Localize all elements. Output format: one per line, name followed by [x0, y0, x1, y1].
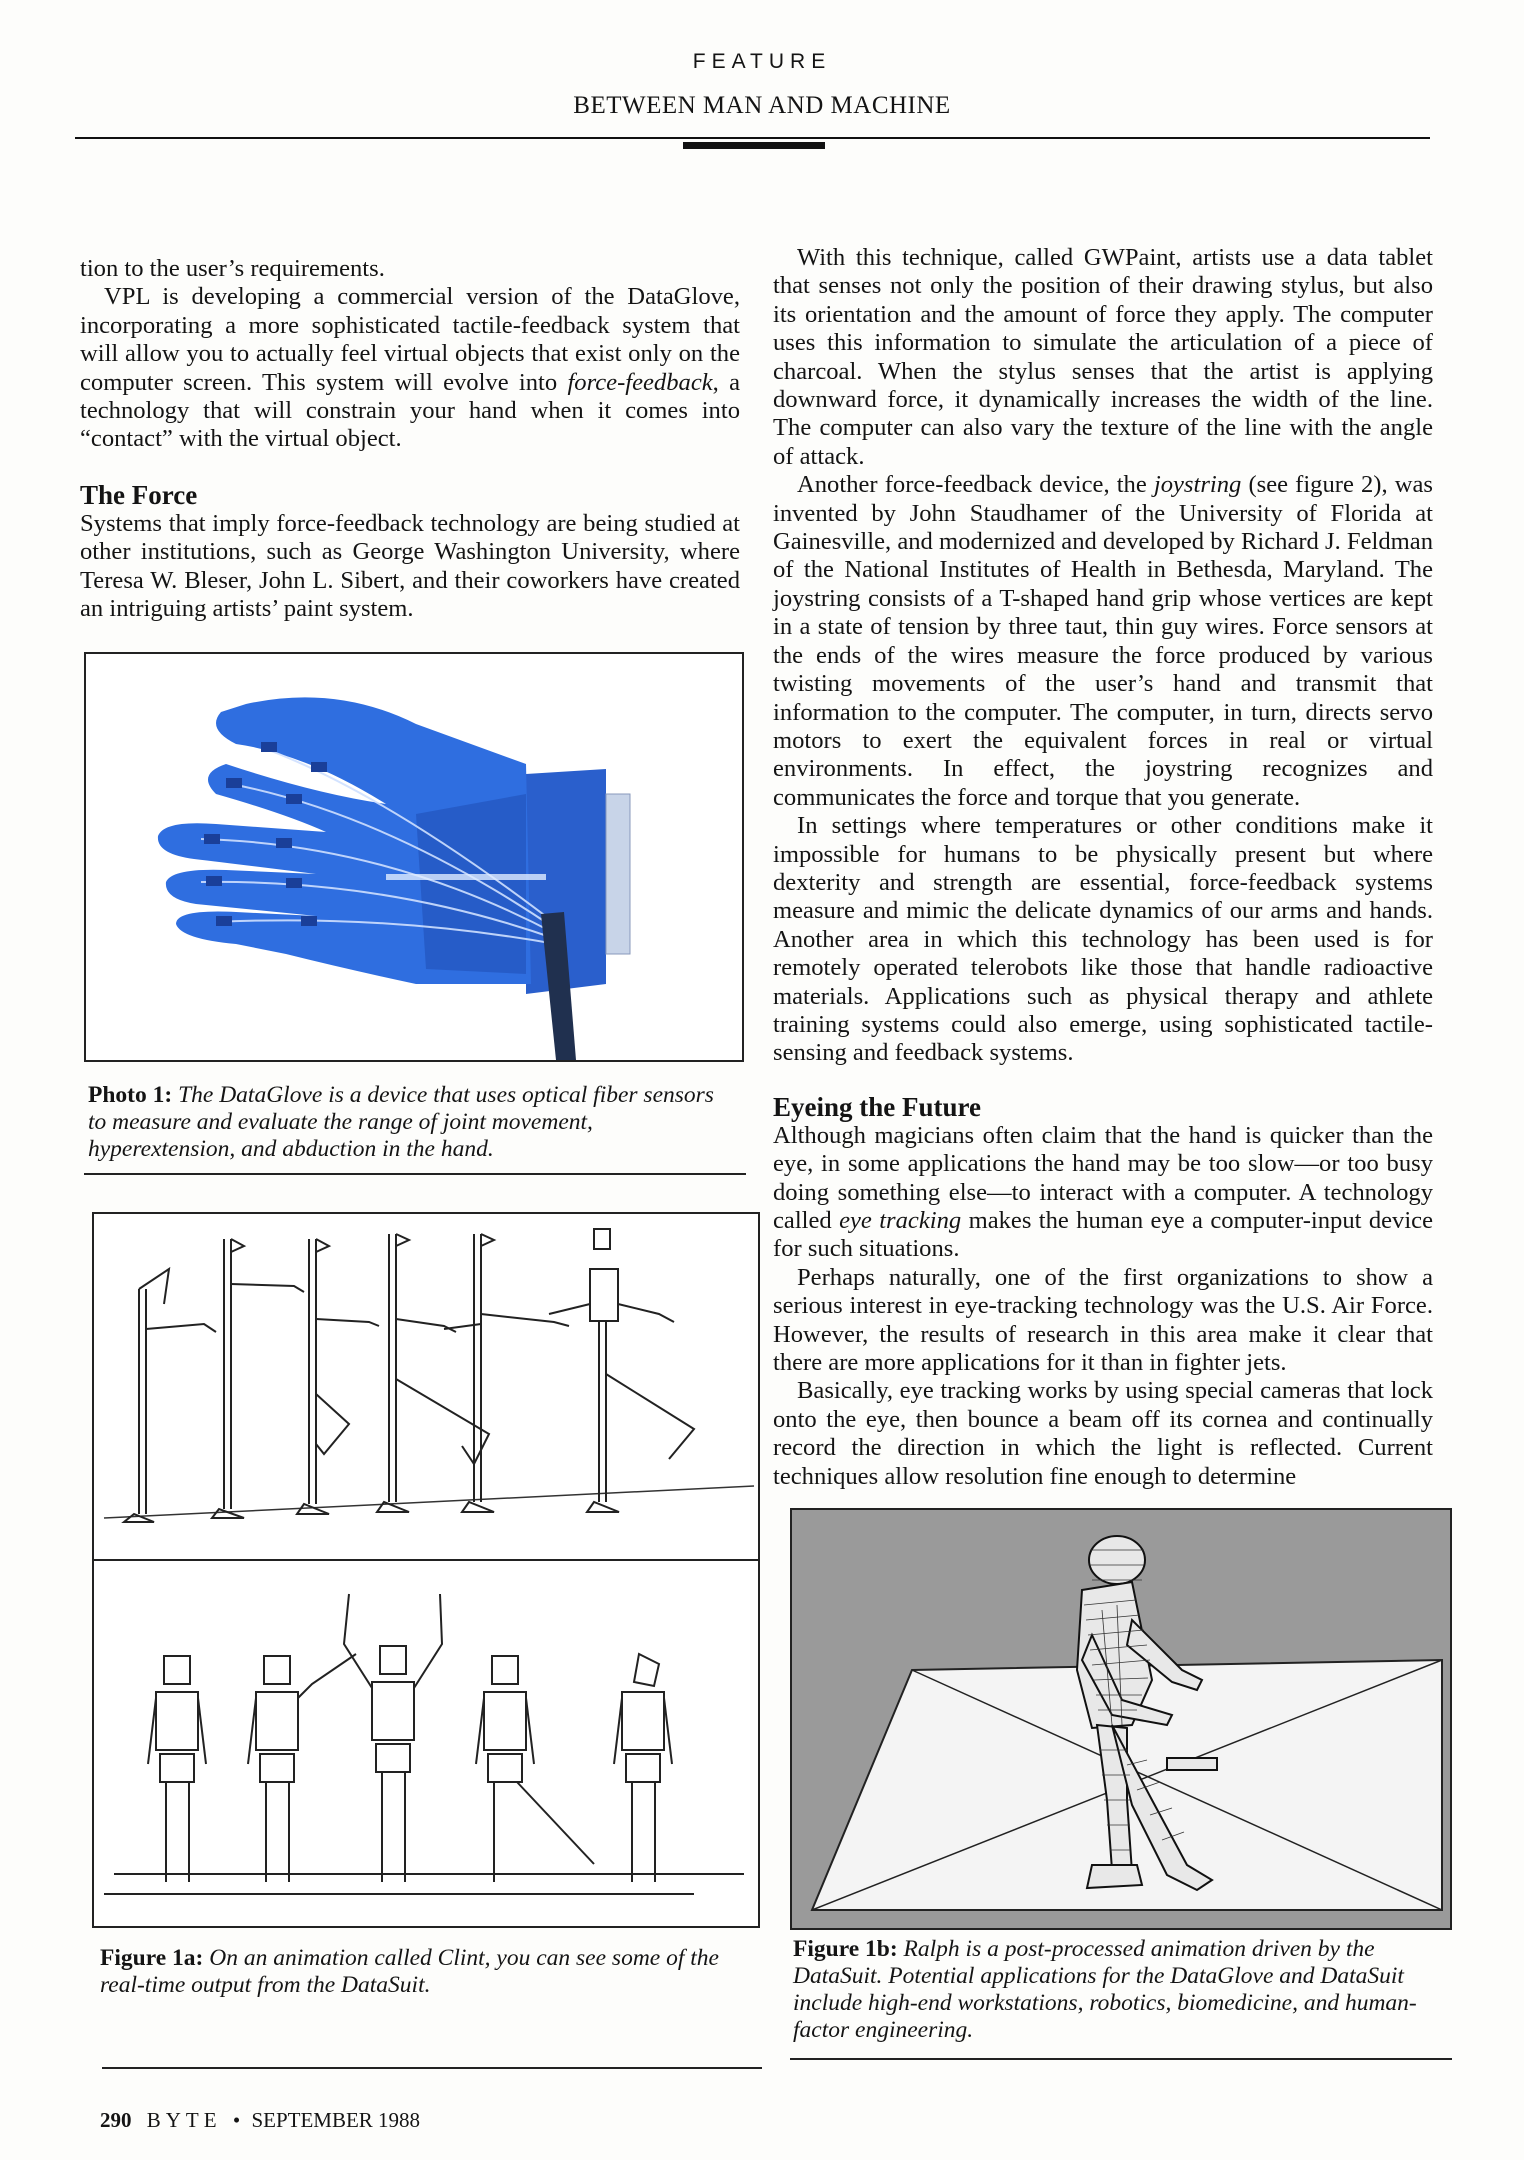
header-rule-bar — [683, 142, 825, 149]
figure-1b-render — [790, 1508, 1452, 1930]
caption-rule — [84, 1173, 746, 1175]
section-kicker: FEATURE — [692, 50, 832, 73]
issue-date: SEPTEMBER 1988 — [251, 2108, 421, 2132]
photo-dataglove — [84, 652, 744, 1062]
figure1a-caption: Figure 1a: On an animation called Clint, you can see some of the real-time output from the DataSuit. — [100, 1945, 719, 1998]
section-title: BETWEEN MAN AND MACHINE — [573, 92, 951, 119]
ralph-wireframe-render — [792, 1510, 1450, 1928]
figure1b-caption: Figure 1b: Ralph is a post-processed animation driven by the DataSuit. Potential applications for the DataGlove and DataSuit include high-end workstations, robotics, biomedicine, and human-factor engineering. — [793, 1936, 1417, 2043]
dataglove-image — [86, 654, 742, 1060]
paragraph: With this technique, called GWPaint, artists use a data tablet that senses not only the position of their drawing stylus, but also its orientation and the amount of force they apply. The computer uses this information to simulate the articulation of a piece of charcoal. When the stylus senses that the artist is applying downward force, it dynamically increases the width of the line. The computer can also vary the texture of the line with the angle of attack. — [773, 244, 1433, 470]
paragraph: Basically, eye tracking works by using special cameras that lock onto the eye, then bounce a beam off its cornea and continually record the direction in which the light is reflected. Current techniques allow resolution fine enough to determine — [773, 1377, 1433, 1490]
paragraph: Systems that imply force-feedback technology are being studied at other institutions, such as George Washington University, where Teresa W. Bleser, John L. Sibert, and their coworkers have created an intriguing artists’ paint system. — [80, 509, 740, 623]
header-rule — [75, 137, 1430, 139]
caption-rule — [102, 2067, 762, 2069]
paragraph: In settings where temperatures or other conditions make it impossible for humans to be physically present but where dexterity and strength are essential, force-feedback systems measure and mimic the delicate dynamics of our arms and hands. Another area in which this technology has been used is for remotely operated telerobots like those that handle radioactive materials. Applications such as physical therapy and athlete training systems could also emerge, using sophisticated tactile-sensing and feedback systems. — [773, 812, 1433, 1067]
right-column — [773, 244, 1433, 1491]
footer-separator: • — [232, 2108, 241, 2132]
paragraph: Perhaps naturally, one of the first organizations to show a serious interest in eye-tracking technology was the U.S. Air Force. However, the results of research in this area make it clear that there are more applications for it than in fighter jets. — [773, 1263, 1433, 1377]
paragraph: Another force-feedback device, the joystring (see figure 2), was invented by John Staudhamer of the University of Florida at Gainesville, and modernized and developed by Richard J. Feldman of the National Institutes of Health in Bethesda, Maryland. The joystring consists of a T-shaped hand grip whose vertices are kept in a state of tension by three taut, thin guy wires. Force sensors at the ends of the wires measure the force produced by various twisting movements of the user’s hand and transmit that information to the computer. The computer, in turn, directs servo motors to exert the equivalent forces in real or virtual environments. In effect, the joystring recognizes and communicates the force and torque that you generate. — [773, 471, 1433, 811]
magazine-name: BYTE — [146, 2108, 222, 2132]
figure-1a-animation — [92, 1212, 760, 1928]
paragraph: VPL is developing a commercial version of the DataGlove, incorporating a more sophisticated tactile-feedback system that will allow you to actually feel virtual objects that exist only on the computer screen. This system will evolve into force-feedback, a technology that will constrain your hand when it comes into “contact” with the virtual object. — [80, 283, 740, 453]
left-column — [80, 255, 740, 623]
paragraph: Although magicians often claim that the hand is quicker than the eye, in some applications the hand may be too slow—or too busy doing something else—to interact with a computer. A technology called eye tracking makes the human eye a computer-input device for such situations. — [773, 1121, 1434, 1263]
caption-rule — [790, 2058, 1452, 2060]
subheading: Eyeing the Future — [773, 1091, 981, 1122]
subheading: The Force — [80, 479, 198, 510]
page-number: 290 — [100, 2108, 132, 2132]
paragraph: tion to the user’s requirements. — [80, 255, 385, 282]
page-footer — [100, 2108, 420, 2133]
clint-animation-drawing — [94, 1214, 758, 1926]
photo1-caption: Photo 1: The DataGlove is a device that uses optical fiber sensors to measure and evaluate the range of joint movement, hyperextension, and abduction in the hand. — [88, 1082, 714, 1162]
